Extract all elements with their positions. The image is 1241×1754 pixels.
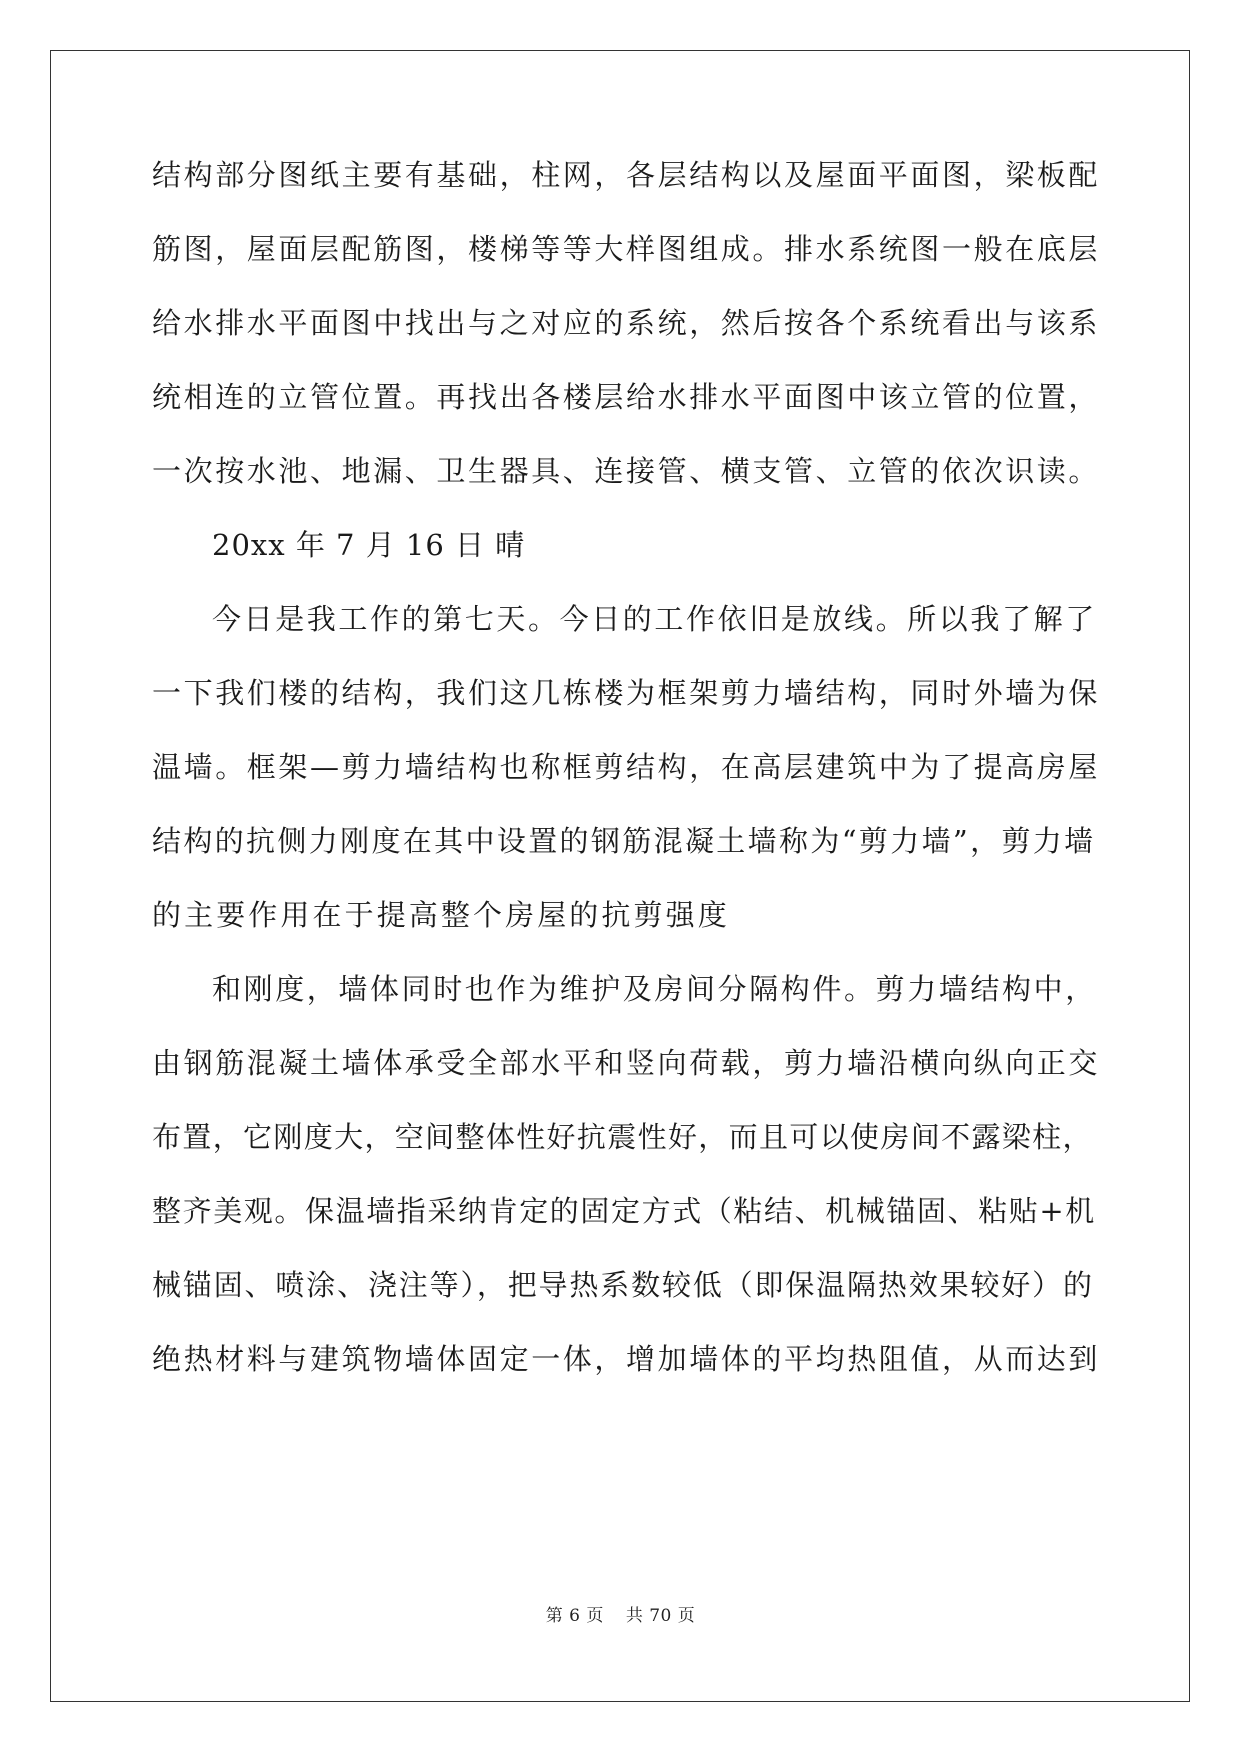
text-line: 械锚固、喷涂、浇注等），把导热系数较低（即保温隔热效果较好）的: [152, 1268, 1094, 1302]
text-line: 统相连的立管位置。再找出各楼层给水排水平面图中该立管的位置，: [152, 380, 1101, 414]
text-line: 今日是我工作的第七天。今日的工作依旧是放线。所以我了解了: [212, 602, 1097, 636]
text-line: 的主要作用在于提高整个房屋的抗剪强度: [152, 898, 730, 932]
page-total: 共 70 页: [625, 1606, 696, 1626]
text-line: 和刚度，墙体同时也作为维护及房间分隔构件。剪力墙结构中，: [212, 972, 1097, 1006]
text-line: 由钢筋混凝土墙体承受全部水平和竖向荷载，剪力墙沿横向纵向正交: [152, 1046, 1101, 1080]
text-line: 温墙。框架—剪力墙结构也称框剪结构，在高层建筑中为了提高房屋: [152, 750, 1101, 784]
text-line: 给水排水平面图中找出与之对应的系统，然后按各个系统看出与该系: [152, 306, 1101, 340]
text-line: 结构部分图纸主要有基础，柱网，各层结构以及屋面平面图，梁板配: [152, 158, 1101, 192]
text-line: 筋图，屋面层配筋图，楼梯等等大样图组成。排水系统图一般在底层: [152, 232, 1101, 266]
text-line: 一次按水池、地漏、卫生器具、连接管、横支管、立管的依次识读。: [152, 454, 1101, 488]
text-line: 整齐美观。保温墙指采纳肯定的固定方式（粘结、机械锚固、粘贴+机: [152, 1194, 1096, 1228]
text-line: 结构的抗侧力刚度在其中设置的钢筋混凝土墙称为“剪力墙”，剪力墙: [152, 824, 1096, 858]
page-number: 第 6 页: [545, 1606, 604, 1626]
page-border: [50, 50, 1190, 1702]
page-footer: [0, 1605, 1241, 1627]
text-line: 一下我们楼的结构，我们这几栋楼为框架剪力墙结构，同时外墙为保: [152, 676, 1101, 710]
text-line: 绝热材料与建筑物墙体固定一体，增加墙体的平均热阻值，从而达到: [152, 1342, 1101, 1376]
diary-date-line: 20xx 年 7 月 16 日 晴: [212, 528, 526, 562]
text-line: 布置，它刚度大，空间整体性好抗震性好，而且可以使房间不露梁柱，: [152, 1120, 1093, 1154]
